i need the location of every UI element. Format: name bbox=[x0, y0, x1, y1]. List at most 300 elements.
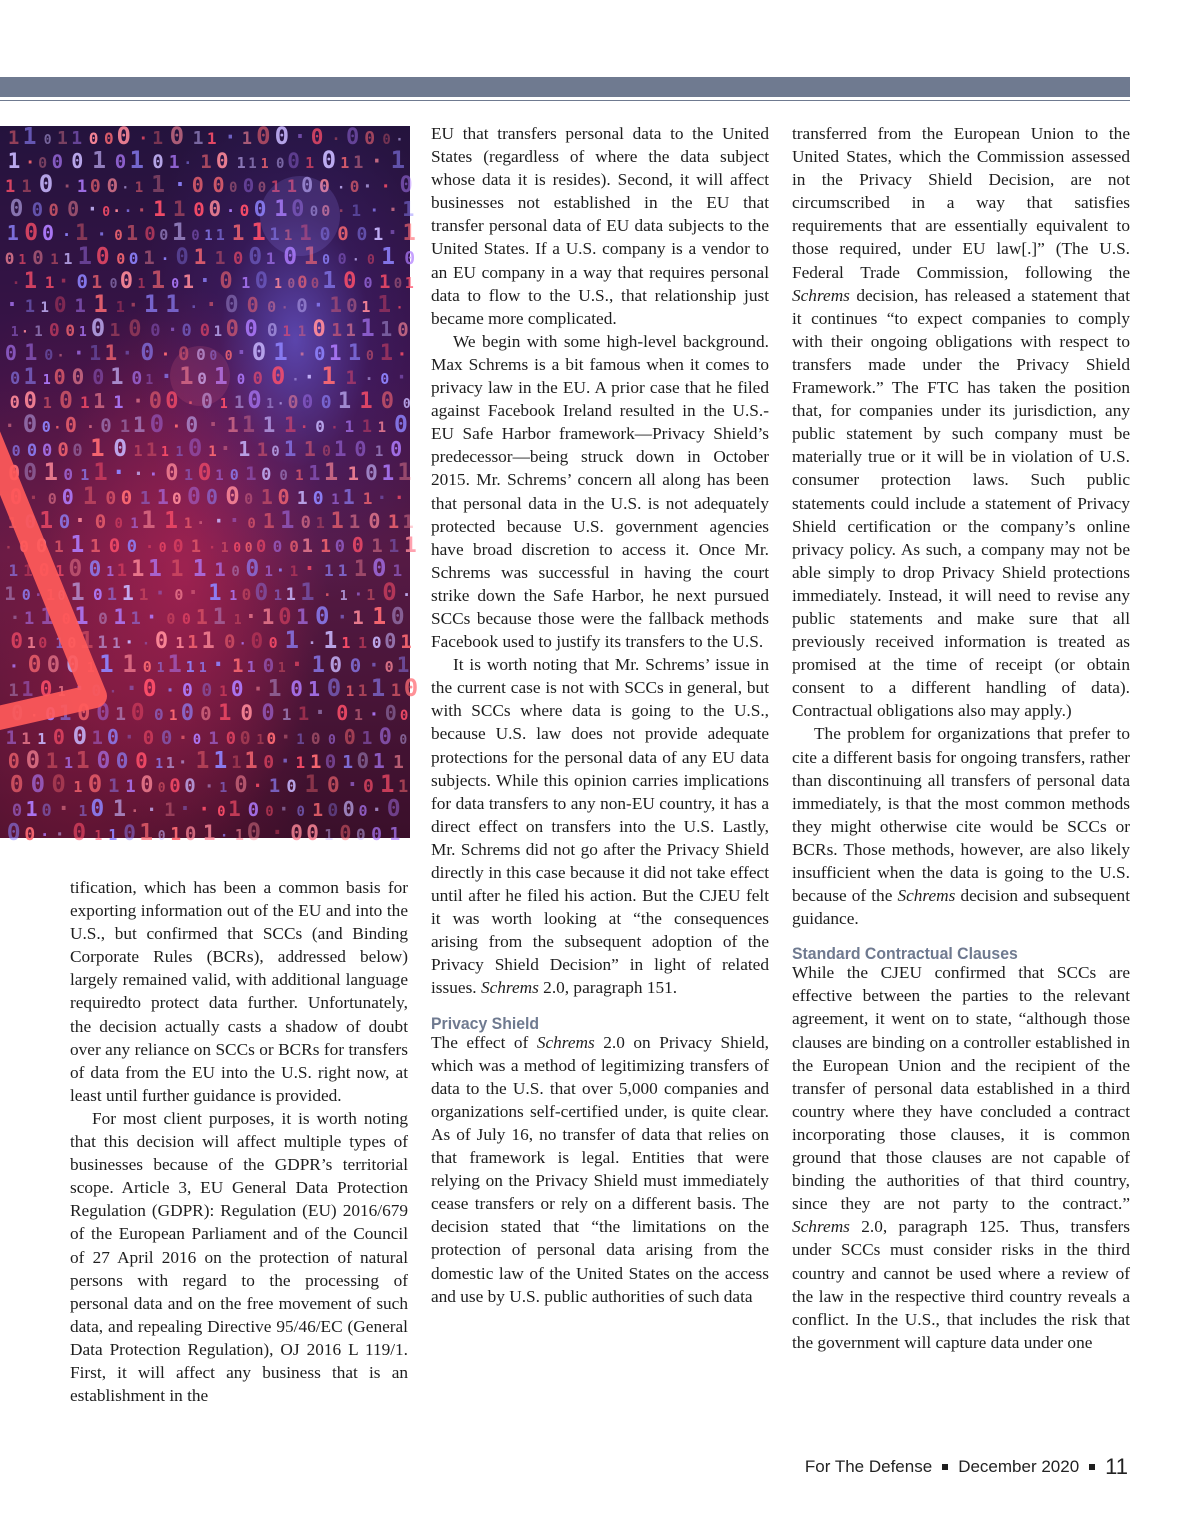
svg-text:·: · bbox=[395, 365, 408, 389]
svg-text:1: 1 bbox=[23, 561, 33, 580]
svg-text:0: 0 bbox=[72, 722, 88, 750]
svg-text:·: · bbox=[123, 725, 136, 749]
svg-text:·: · bbox=[322, 586, 332, 604]
svg-text:1: 1 bbox=[226, 413, 239, 437]
svg-text:0: 0 bbox=[343, 269, 357, 294]
svg-text:1: 1 bbox=[228, 797, 241, 821]
svg-text:·: · bbox=[371, 799, 383, 821]
svg-text:0: 0 bbox=[366, 349, 374, 364]
svg-text:1: 1 bbox=[184, 466, 194, 484]
svg-text:1: 1 bbox=[23, 365, 37, 390]
svg-text:0: 0 bbox=[256, 122, 271, 150]
svg-text:1: 1 bbox=[113, 393, 124, 413]
svg-text:·: · bbox=[85, 417, 96, 436]
svg-text:0: 0 bbox=[247, 386, 262, 414]
svg-text:0: 0 bbox=[96, 748, 111, 774]
svg-text:0: 0 bbox=[57, 589, 66, 604]
svg-text:1: 1 bbox=[366, 586, 376, 604]
svg-text:1: 1 bbox=[78, 802, 88, 820]
svg-text:·: · bbox=[121, 181, 130, 196]
svg-text:·: · bbox=[56, 796, 71, 822]
svg-text:1: 1 bbox=[64, 754, 74, 772]
svg-text:0: 0 bbox=[300, 513, 311, 533]
svg-text:·: · bbox=[336, 605, 349, 629]
paragraph: While the CJEU confirmed that SCCs are effective between the parties to the relevant agreement, it went on to state, “although those clauses are binding on a controller established in the European Union and the recipient of the transfer of personal data established in a third country where they have concluded a contract incorporating those clauses, it is common ground that those clauses are not capable of binding the authorities of that third country, since they are not party to the contract.” Schrems 2.0, paragraph 125. Thus, transfers under SCCs must consider risks in the third country and cannot be used where a review of the law in the respective third country reveals a conflict. In the U.S., that includes the risk that the government will capture data under one bbox=[792, 963, 1130, 1352]
svg-text:1: 1 bbox=[133, 442, 143, 460]
svg-text:1: 1 bbox=[370, 674, 386, 702]
svg-text:1: 1 bbox=[91, 272, 103, 293]
svg-text:0: 0 bbox=[354, 437, 367, 461]
svg-text:0: 0 bbox=[10, 629, 24, 653]
svg-text:0: 0 bbox=[265, 804, 274, 820]
svg-text:0: 0 bbox=[287, 392, 299, 413]
svg-text:0: 0 bbox=[171, 277, 180, 292]
svg-text:0: 0 bbox=[197, 460, 212, 486]
svg-text:0: 0 bbox=[337, 223, 349, 245]
svg-text:·: · bbox=[369, 201, 380, 221]
svg-text:0: 0 bbox=[268, 634, 278, 652]
svg-text:0: 0 bbox=[88, 557, 102, 581]
svg-text:·: · bbox=[5, 293, 19, 318]
svg-text:0: 0 bbox=[257, 180, 267, 196]
warning-triangle-icon bbox=[0, 122, 419, 846]
svg-text:1: 1 bbox=[396, 653, 410, 677]
svg-text:0: 0 bbox=[219, 269, 233, 294]
svg-text:·: · bbox=[277, 797, 290, 821]
svg-text:0: 0 bbox=[45, 704, 56, 725]
svg-text:1: 1 bbox=[296, 605, 309, 629]
svg-text:0: 0 bbox=[35, 535, 48, 557]
svg-text:1: 1 bbox=[277, 661, 286, 676]
svg-text:1: 1 bbox=[26, 634, 36, 652]
svg-text:0: 0 bbox=[144, 223, 156, 245]
svg-text:1: 1 bbox=[126, 221, 139, 245]
svg-text:·: · bbox=[96, 224, 108, 245]
svg-text:·: · bbox=[11, 274, 21, 292]
svg-text:0: 0 bbox=[393, 276, 403, 292]
svg-text:1: 1 bbox=[337, 561, 348, 580]
svg-text:·: · bbox=[212, 509, 225, 533]
svg-text:·: · bbox=[206, 413, 220, 438]
svg-text:1: 1 bbox=[7, 149, 21, 173]
svg-text:1: 1 bbox=[246, 658, 256, 676]
svg-text:0: 0 bbox=[224, 631, 236, 653]
svg-text:1: 1 bbox=[104, 341, 118, 365]
svg-text:1: 1 bbox=[269, 225, 280, 245]
svg-text:1: 1 bbox=[296, 732, 305, 748]
svg-text:0: 0 bbox=[7, 749, 20, 773]
svg-text:0: 0 bbox=[154, 629, 169, 654]
svg-text:1: 1 bbox=[74, 602, 89, 630]
svg-text:·: · bbox=[121, 341, 134, 365]
svg-text:1: 1 bbox=[44, 273, 55, 292]
svg-text:0: 0 bbox=[390, 437, 403, 461]
svg-text:·: · bbox=[111, 458, 126, 486]
svg-text:·: · bbox=[127, 293, 140, 317]
svg-text:0: 0 bbox=[310, 125, 324, 149]
svg-text:0: 0 bbox=[24, 220, 39, 246]
svg-text:0: 0 bbox=[106, 725, 119, 749]
svg-text:1: 1 bbox=[362, 489, 373, 508]
svg-text:1: 1 bbox=[138, 585, 149, 604]
svg-text:1: 1 bbox=[268, 775, 281, 797]
svg-text:1: 1 bbox=[248, 156, 257, 172]
svg-text:1: 1 bbox=[379, 271, 391, 293]
svg-text:1: 1 bbox=[245, 463, 257, 485]
svg-text:1: 1 bbox=[347, 341, 362, 366]
svg-text:1: 1 bbox=[21, 177, 32, 197]
svg-text:0: 0 bbox=[399, 708, 409, 724]
svg-text:1: 1 bbox=[93, 389, 106, 413]
svg-text:0: 0 bbox=[199, 321, 210, 341]
svg-text:1: 1 bbox=[185, 658, 195, 676]
svg-text:0: 0 bbox=[89, 176, 101, 197]
svg-text:·: · bbox=[9, 607, 21, 629]
svg-text:0: 0 bbox=[290, 821, 303, 845]
svg-text:0: 0 bbox=[327, 773, 340, 797]
svg-text:0: 0 bbox=[267, 298, 277, 316]
svg-text:0: 0 bbox=[96, 700, 110, 726]
svg-text:·: · bbox=[148, 465, 159, 485]
svg-text:0: 0 bbox=[254, 269, 269, 294]
svg-text:1: 1 bbox=[219, 397, 228, 412]
svg-text:0: 0 bbox=[140, 340, 155, 366]
svg-text:1: 1 bbox=[86, 661, 95, 676]
svg-text:0: 0 bbox=[120, 487, 133, 509]
svg-text:0: 0 bbox=[346, 125, 360, 150]
svg-text:0: 0 bbox=[329, 653, 343, 677]
svg-text:1: 1 bbox=[192, 556, 207, 582]
svg-text:1: 1 bbox=[286, 177, 298, 197]
svg-text:0: 0 bbox=[363, 274, 373, 292]
svg-text:0: 0 bbox=[47, 490, 57, 508]
svg-text:0: 0 bbox=[114, 228, 123, 244]
svg-text:1: 1 bbox=[244, 749, 258, 774]
svg-text:0: 0 bbox=[266, 729, 277, 748]
svg-text:1: 1 bbox=[351, 201, 362, 220]
svg-text:0: 0 bbox=[279, 468, 288, 484]
svg-text:1: 1 bbox=[353, 153, 364, 173]
svg-text:·: · bbox=[33, 586, 43, 604]
svg-text:0: 0 bbox=[191, 228, 200, 244]
svg-text:0: 0 bbox=[187, 484, 201, 510]
svg-text:0: 0 bbox=[11, 801, 23, 821]
svg-text:·: · bbox=[227, 509, 242, 534]
svg-text:1: 1 bbox=[170, 557, 184, 582]
svg-text:1: 1 bbox=[92, 148, 106, 174]
svg-text:0: 0 bbox=[287, 149, 300, 173]
svg-text:1: 1 bbox=[45, 749, 59, 773]
svg-text:·: · bbox=[62, 177, 73, 197]
svg-text:0: 0 bbox=[178, 343, 190, 365]
svg-text:1: 1 bbox=[115, 704, 126, 725]
svg-text:0: 0 bbox=[24, 824, 36, 845]
svg-text:0: 0 bbox=[266, 320, 278, 341]
svg-text:0: 0 bbox=[312, 317, 326, 342]
svg-text:1: 1 bbox=[24, 341, 38, 366]
svg-text:0: 0 bbox=[306, 821, 319, 845]
section-heading-privacy-shield: Privacy Shield bbox=[431, 1013, 540, 1033]
svg-text:·: · bbox=[211, 650, 226, 678]
svg-text:·: · bbox=[401, 585, 412, 604]
svg-text:0: 0 bbox=[334, 537, 345, 557]
svg-text:0: 0 bbox=[21, 586, 31, 604]
svg-text:1: 1 bbox=[150, 266, 166, 294]
svg-text:1: 1 bbox=[381, 461, 395, 485]
svg-text:1: 1 bbox=[55, 562, 65, 580]
svg-text:1: 1 bbox=[372, 604, 387, 630]
svg-text:1: 1 bbox=[264, 564, 273, 580]
svg-text:1: 1 bbox=[125, 777, 136, 797]
svg-text:1: 1 bbox=[341, 634, 351, 652]
svg-text:1: 1 bbox=[274, 197, 288, 222]
svg-text:0: 0 bbox=[59, 388, 73, 414]
svg-text:1: 1 bbox=[261, 605, 275, 629]
svg-text:0: 0 bbox=[231, 564, 240, 580]
svg-text:1: 1 bbox=[24, 297, 36, 317]
svg-text:1: 1 bbox=[108, 826, 118, 844]
svg-text:0: 0 bbox=[27, 652, 42, 678]
svg-text:1: 1 bbox=[129, 146, 144, 174]
svg-text:0: 0 bbox=[23, 389, 37, 414]
svg-text:·: · bbox=[189, 298, 199, 316]
svg-text:0: 0 bbox=[52, 725, 65, 749]
svg-text:1: 1 bbox=[108, 775, 120, 797]
svg-text:·: · bbox=[203, 776, 215, 797]
svg-text:0: 0 bbox=[193, 199, 205, 221]
svg-text:·: · bbox=[234, 341, 249, 366]
svg-text:0: 0 bbox=[31, 199, 44, 221]
svg-text:·: · bbox=[303, 365, 316, 389]
svg-text:0: 0 bbox=[310, 276, 320, 292]
svg-text:1: 1 bbox=[164, 799, 176, 821]
svg-text:1: 1 bbox=[25, 797, 38, 821]
svg-text:1: 1 bbox=[361, 417, 372, 437]
header-bar bbox=[0, 77, 1130, 97]
svg-text:1: 1 bbox=[74, 295, 86, 317]
svg-text:·: · bbox=[178, 797, 192, 822]
svg-text:1: 1 bbox=[231, 221, 245, 245]
svg-text:0: 0 bbox=[384, 629, 397, 653]
svg-text:·: · bbox=[313, 700, 327, 726]
svg-text:1: 1 bbox=[337, 389, 352, 414]
svg-text:0: 0 bbox=[394, 412, 408, 438]
svg-text:1: 1 bbox=[303, 437, 316, 461]
svg-text:1: 1 bbox=[344, 417, 355, 436]
svg-text:0: 0 bbox=[102, 205, 111, 220]
svg-text:·: · bbox=[186, 581, 200, 606]
svg-text:1: 1 bbox=[116, 561, 127, 581]
svg-text:·: · bbox=[21, 325, 29, 340]
svg-text:0: 0 bbox=[94, 511, 107, 533]
svg-text:0: 0 bbox=[365, 461, 378, 485]
article-column-1 bbox=[70, 876, 408, 1407]
svg-text:1: 1 bbox=[295, 468, 304, 484]
svg-text:0: 0 bbox=[301, 391, 314, 413]
svg-text:0: 0 bbox=[142, 727, 155, 749]
paragraph: We begin with some high-level background. Max Schrems is a bit famous when it comes to privacy law in the EU. A prior case that he filed against Facebook Ireland resulted in the U.S.-EU Safe Harbor framework—Privacy Shield’s predecessor—being struck down in October 2015. Mr. Schrems’ concern all along has been that personal data in the U.S. is not adequately protected because U.S. government agencies have broad discretion to access it. Once Mr. Schrems was successful in having the court strike down the Safe Harbor, he next pursued SCCs because those were the fallback methods Facebook used to justify its transfers to the U.S. bbox=[431, 331, 769, 652]
svg-text:0: 0 bbox=[87, 770, 103, 798]
svg-text:1: 1 bbox=[198, 661, 207, 676]
svg-text:0: 0 bbox=[386, 796, 401, 822]
svg-text:0: 0 bbox=[296, 295, 308, 317]
svg-text:·: · bbox=[331, 130, 341, 148]
svg-text:0: 0 bbox=[371, 824, 382, 845]
svg-text:0: 0 bbox=[104, 129, 114, 148]
svg-text:1: 1 bbox=[305, 154, 315, 172]
svg-text:0: 0 bbox=[105, 488, 117, 509]
svg-text:1: 1 bbox=[156, 661, 165, 676]
svg-text:1: 1 bbox=[141, 506, 156, 534]
svg-text:0: 0 bbox=[169, 775, 181, 797]
svg-text:0: 0 bbox=[234, 773, 248, 798]
svg-text:1: 1 bbox=[161, 445, 169, 460]
svg-text:0: 0 bbox=[320, 392, 332, 413]
svg-text:1: 1 bbox=[175, 445, 184, 460]
svg-text:1: 1 bbox=[4, 583, 16, 605]
svg-text:·: · bbox=[123, 632, 135, 653]
svg-text:1: 1 bbox=[80, 466, 90, 484]
svg-text:0: 0 bbox=[254, 580, 269, 606]
svg-text:0: 0 bbox=[9, 772, 24, 798]
svg-text:0: 0 bbox=[11, 701, 24, 725]
svg-text:·: · bbox=[8, 656, 20, 677]
binary-code-warning-image bbox=[0, 122, 419, 846]
svg-text:1: 1 bbox=[113, 605, 127, 629]
svg-text:1: 1 bbox=[274, 277, 282, 292]
svg-text:1: 1 bbox=[208, 729, 219, 749]
separator-square-icon bbox=[1089, 1464, 1095, 1470]
svg-text:·: · bbox=[4, 415, 16, 437]
svg-text:1: 1 bbox=[324, 826, 334, 844]
svg-text:1: 1 bbox=[208, 444, 217, 460]
svg-text:1: 1 bbox=[353, 706, 363, 724]
svg-text:·: · bbox=[395, 132, 404, 148]
svg-text:1: 1 bbox=[289, 564, 299, 580]
svg-text:1: 1 bbox=[57, 128, 68, 149]
svg-text:1: 1 bbox=[260, 157, 269, 172]
svg-text:1: 1 bbox=[5, 177, 16, 197]
svg-text:1: 1 bbox=[76, 177, 88, 197]
svg-text:·: · bbox=[299, 418, 309, 436]
svg-text:1: 1 bbox=[270, 177, 281, 196]
svg-text:0: 0 bbox=[25, 746, 41, 774]
svg-text:0: 0 bbox=[397, 319, 409, 341]
svg-text:1: 1 bbox=[303, 242, 319, 270]
svg-text:0: 0 bbox=[349, 655, 362, 677]
svg-text:1: 1 bbox=[170, 824, 182, 845]
svg-text:·: · bbox=[177, 727, 189, 749]
svg-text:0: 0 bbox=[172, 536, 184, 557]
svg-text:0: 0 bbox=[66, 653, 80, 678]
page-number: 11 bbox=[1105, 1454, 1128, 1479]
svg-text:0: 0 bbox=[165, 461, 179, 486]
svg-text:0: 0 bbox=[327, 800, 339, 821]
svg-text:0: 0 bbox=[321, 146, 337, 174]
svg-text:1: 1 bbox=[22, 124, 37, 150]
svg-text:0: 0 bbox=[43, 133, 52, 148]
svg-text:1: 1 bbox=[91, 727, 103, 749]
svg-text:1: 1 bbox=[400, 631, 412, 653]
svg-text:0: 0 bbox=[236, 372, 246, 388]
svg-text:1: 1 bbox=[372, 749, 385, 773]
svg-text:1: 1 bbox=[262, 413, 276, 437]
svg-text:·: · bbox=[207, 540, 217, 556]
svg-text:1: 1 bbox=[359, 389, 373, 414]
svg-text:·: · bbox=[293, 125, 307, 150]
svg-text:1: 1 bbox=[388, 536, 400, 557]
svg-text:0: 0 bbox=[72, 820, 87, 846]
svg-text:·: · bbox=[336, 202, 346, 220]
svg-text:0: 0 bbox=[384, 701, 397, 725]
svg-text:1: 1 bbox=[58, 701, 72, 725]
header-rule bbox=[0, 100, 1130, 101]
svg-text:0: 0 bbox=[246, 818, 262, 846]
svg-text:1: 1 bbox=[374, 444, 384, 460]
svg-text:0: 0 bbox=[261, 701, 275, 726]
svg-text:1: 1 bbox=[89, 341, 102, 365]
svg-text:0: 0 bbox=[277, 485, 290, 509]
svg-text:1: 1 bbox=[308, 677, 321, 701]
svg-text:·: · bbox=[244, 605, 258, 630]
svg-text:0: 0 bbox=[48, 320, 60, 341]
svg-text:0: 0 bbox=[9, 196, 24, 222]
svg-text:·: · bbox=[345, 773, 360, 798]
svg-text:0: 0 bbox=[263, 752, 275, 773]
svg-text:1: 1 bbox=[299, 221, 312, 245]
svg-text:·: · bbox=[376, 487, 388, 509]
svg-text:1: 1 bbox=[266, 397, 274, 412]
svg-text:·: · bbox=[131, 389, 145, 413]
svg-text:1: 1 bbox=[21, 677, 34, 701]
svg-text:·: · bbox=[138, 129, 149, 149]
svg-text:1: 1 bbox=[43, 458, 58, 486]
svg-text:1: 1 bbox=[345, 321, 356, 341]
svg-text:0: 0 bbox=[67, 634, 77, 652]
svg-text:0: 0 bbox=[71, 149, 84, 173]
svg-text:0: 0 bbox=[90, 314, 106, 342]
svg-text:0: 0 bbox=[270, 362, 286, 390]
svg-text:0: 0 bbox=[241, 585, 252, 604]
svg-text:·: · bbox=[144, 537, 155, 556]
svg-text:1: 1 bbox=[82, 482, 98, 510]
svg-text:1: 1 bbox=[153, 197, 166, 221]
svg-text:0: 0 bbox=[6, 820, 21, 846]
svg-text:0: 0 bbox=[247, 799, 260, 821]
svg-text:·: · bbox=[123, 202, 133, 220]
svg-text:1: 1 bbox=[213, 748, 228, 774]
svg-text:·: · bbox=[387, 199, 399, 221]
svg-text:0: 0 bbox=[290, 677, 303, 701]
svg-text:1: 1 bbox=[71, 128, 83, 149]
svg-text:0: 0 bbox=[283, 244, 298, 270]
svg-text:1: 1 bbox=[340, 154, 350, 172]
svg-text:0: 0 bbox=[41, 801, 52, 821]
svg-text:1: 1 bbox=[112, 797, 126, 822]
svg-text:1: 1 bbox=[311, 653, 325, 678]
svg-text:1: 1 bbox=[402, 197, 415, 221]
svg-text:0: 0 bbox=[160, 727, 173, 749]
svg-text:1: 1 bbox=[183, 516, 193, 532]
svg-text:1: 1 bbox=[256, 733, 265, 748]
svg-text:0: 0 bbox=[71, 365, 85, 389]
svg-text:·: · bbox=[177, 752, 189, 773]
svg-text:·: · bbox=[53, 420, 62, 436]
svg-text:0: 0 bbox=[322, 442, 332, 460]
svg-text:1: 1 bbox=[219, 684, 228, 700]
svg-text:1: 1 bbox=[229, 589, 238, 604]
svg-text:·: · bbox=[160, 250, 170, 268]
